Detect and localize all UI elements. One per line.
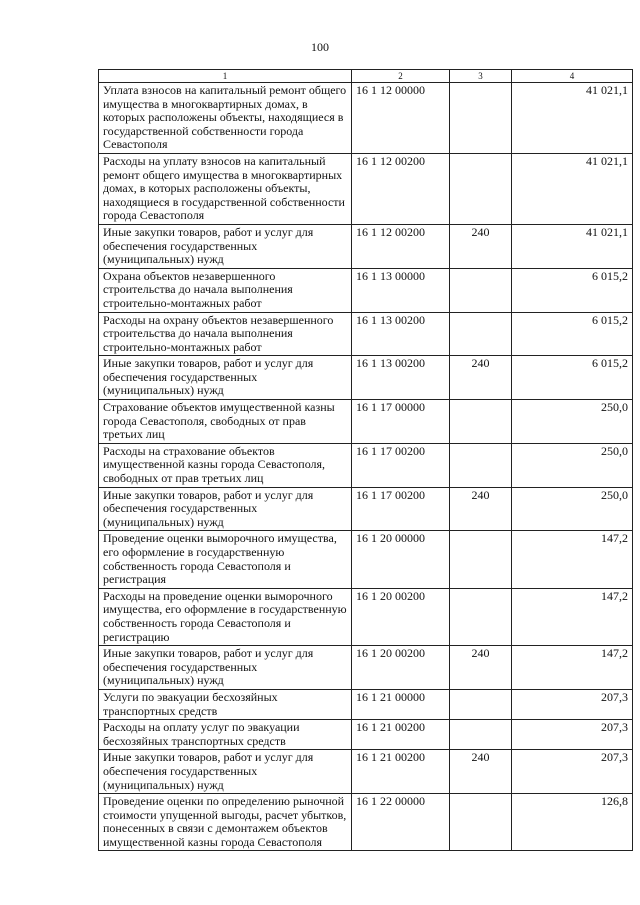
row-name-cell: Услуги по эвакуации бесхозяйных транспортных средств: [99, 689, 352, 719]
row-expense-type-cell: [450, 312, 512, 356]
row-code-cell: 16 1 17 00200: [352, 487, 450, 531]
row-expense-type-cell: 240: [450, 750, 512, 794]
row-amount-cell: 147,2: [512, 646, 633, 690]
row-expense-type-cell: 240: [450, 646, 512, 690]
row-amount-cell: 6 015,2: [512, 356, 633, 400]
table-row: [99, 268, 633, 312]
row-name-cell: Иные закупки товаров, работ и услуг для обеспечения государственных (муниципальных) нужд: [99, 356, 352, 400]
row-amount-cell: 207,3: [512, 720, 633, 750]
row-name-cell: Иные закупки товаров, работ и услуг для обеспечения государственных (муниципальных) нужд: [99, 224, 352, 268]
row-amount-cell: 126,8: [512, 794, 633, 851]
column-header-expense-type: 3: [450, 70, 512, 83]
row-expense-type-cell: [450, 400, 512, 444]
row-expense-type-cell: [450, 83, 512, 154]
row-name-cell: Расходы на уплату взносов на капитальный ремонт общего имущества в многоквартирных домах, в которых расположены объекты, находящиеся в государственной собственности города Севастополя: [99, 153, 352, 224]
budget-table: [98, 69, 633, 851]
row-code-cell: 16 1 17 00200: [352, 443, 450, 487]
row-amount-cell: 147,2: [512, 531, 633, 588]
row-amount-cell: 41 021,1: [512, 224, 633, 268]
row-name-cell: Страхование объектов имущественной казны города Севастополя, свободных от прав третьих лиц: [99, 400, 352, 444]
row-name-cell: Проведение оценки по определению рыночной стоимости упущенной выгоды, расчет убытков, понесенных в связи с демонтажем объектов имущественной казны города Севастополя: [99, 794, 352, 851]
row-amount-cell: 6 015,2: [512, 312, 633, 356]
table-row: [99, 224, 633, 268]
row-expense-type-cell: [450, 153, 512, 224]
row-expense-type-cell: [450, 588, 512, 645]
column-header-amount: 4: [512, 70, 633, 83]
row-code-cell: 16 1 12 00200: [352, 224, 450, 268]
table-row: [99, 646, 633, 690]
table-body: [99, 83, 633, 851]
page-number: 100: [311, 40, 329, 54]
row-code-cell: 16 1 21 00000: [352, 689, 450, 719]
row-code-cell: 16 1 20 00000: [352, 531, 450, 588]
row-expense-type-cell: 240: [450, 356, 512, 400]
row-amount-cell: 6 015,2: [512, 268, 633, 312]
row-amount-cell: 250,0: [512, 443, 633, 487]
row-expense-type-cell: [450, 531, 512, 588]
column-header-name: 1: [99, 70, 352, 83]
row-name-cell: Уплата взносов на капитальный ремонт общего имущества в многоквартирных домах, в которых расположены объекты, находящиеся в государственной собственности города Севастополя: [99, 83, 352, 154]
row-amount-cell: 41 021,1: [512, 83, 633, 154]
table-row: [99, 750, 633, 794]
table-row: [99, 588, 633, 645]
row-code-cell: 16 1 22 00000: [352, 794, 450, 851]
row-amount-cell: 250,0: [512, 400, 633, 444]
row-code-cell: 16 1 13 00000: [352, 268, 450, 312]
row-code-cell: 16 1 12 00000: [352, 83, 450, 154]
row-name-cell: Иные закупки товаров, работ и услуг для обеспечения государственных (муниципальных) нужд: [99, 750, 352, 794]
table-row: [99, 720, 633, 750]
row-code-cell: 16 1 13 00200: [352, 356, 450, 400]
row-name-cell: Иные закупки товаров, работ и услуг для обеспечения государственных (муниципальных) нужд: [99, 487, 352, 531]
table-row: [99, 794, 633, 851]
column-header-code: 2: [352, 70, 450, 83]
row-code-cell: 16 1 20 00200: [352, 646, 450, 690]
row-amount-cell: 147,2: [512, 588, 633, 645]
row-code-cell: 16 1 21 00200: [352, 750, 450, 794]
table-row: [99, 487, 633, 531]
row-code-cell: 16 1 20 00200: [352, 588, 450, 645]
row-expense-type-cell: [450, 794, 512, 851]
row-expense-type-cell: [450, 268, 512, 312]
table-row: [99, 689, 633, 719]
header-row: [99, 70, 633, 83]
row-code-cell: 16 1 17 00000: [352, 400, 450, 444]
row-expense-type-cell: 240: [450, 224, 512, 268]
table-row: [99, 400, 633, 444]
row-expense-type-cell: [450, 689, 512, 719]
table-row: [99, 312, 633, 356]
row-name-cell: Иные закупки товаров, работ и услуг для обеспечения государственных (муниципальных) нужд: [99, 646, 352, 690]
table-row: [99, 356, 633, 400]
table-row: [99, 531, 633, 588]
row-name-cell: Расходы на страхование объектов имущественной казны города Севастополя, свободных от прав третьих лиц: [99, 443, 352, 487]
row-name-cell: Проведение оценки выморочного имущества, его оформление в государственную собственность города Севастополя и регистрация: [99, 531, 352, 588]
row-amount-cell: 207,3: [512, 689, 633, 719]
row-amount-cell: 250,0: [512, 487, 633, 531]
row-name-cell: Охрана объектов незавершенного строительства до начала выполнения строительно-монтажных работ: [99, 268, 352, 312]
row-name-cell: Расходы на охрану объектов незавершенного строительства до начала выполнения строительно-монтажных работ: [99, 312, 352, 356]
row-code-cell: 16 1 13 00200: [352, 312, 450, 356]
row-expense-type-cell: 240: [450, 487, 512, 531]
row-code-cell: 16 1 12 00200: [352, 153, 450, 224]
row-expense-type-cell: [450, 443, 512, 487]
row-name-cell: Расходы на оплату услуг по эвакуации бесхозяйных транспортных средств: [99, 720, 352, 750]
table-row: [99, 153, 633, 224]
row-expense-type-cell: [450, 720, 512, 750]
row-amount-cell: 41 021,1: [512, 153, 633, 224]
table-row: [99, 443, 633, 487]
row-name-cell: Расходы на проведение оценки выморочного имущества, его оформление в государственную собственность города Севастополя и регистрацию: [99, 588, 352, 645]
row-amount-cell: 207,3: [512, 750, 633, 794]
table-row: [99, 83, 633, 154]
row-code-cell: 16 1 21 00200: [352, 720, 450, 750]
